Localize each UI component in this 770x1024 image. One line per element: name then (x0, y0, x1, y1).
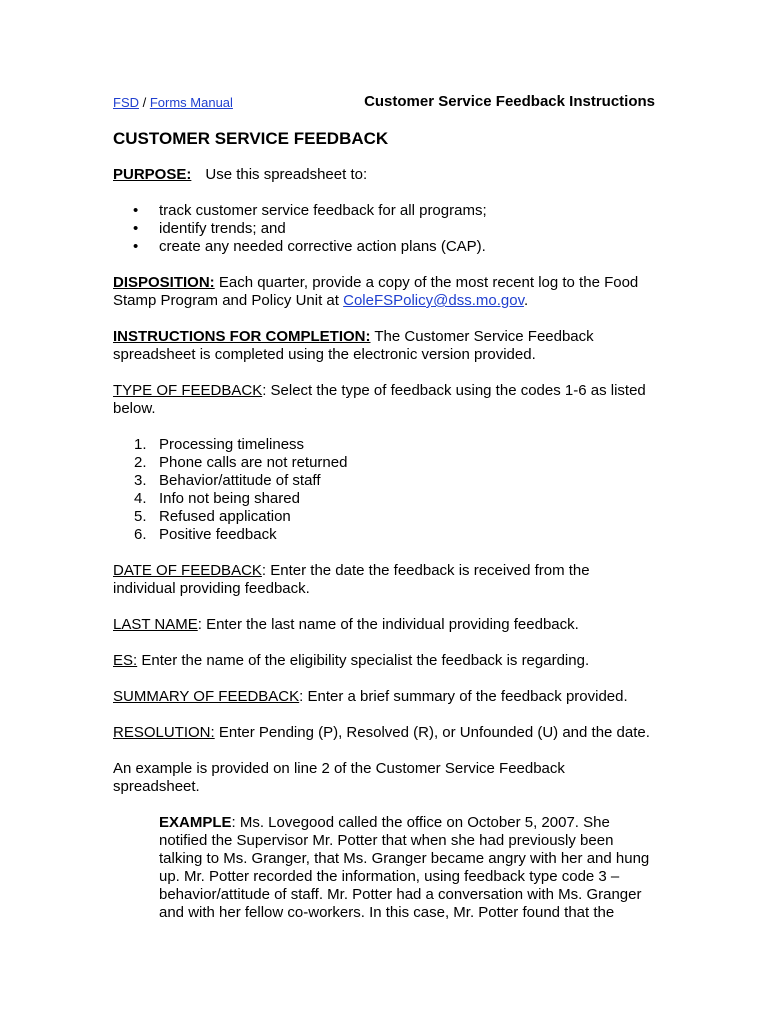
type-of-feedback-text-line2: below. (113, 400, 156, 417)
disposition-label: DISPOSITION: (113, 274, 215, 291)
last-name-label: LAST NAME (113, 616, 198, 633)
example-line4: up. Mr. Potter recorded the information, using feedback type code 3 – (159, 868, 620, 885)
resolution-text: Enter Pending (P), Resolved (R), or Unfounded (U) and the date. (214, 724, 650, 741)
list-item (113, 490, 673, 508)
example-intro-line2: spreadsheet. (113, 778, 200, 795)
list-item: • identify trends; and (113, 220, 673, 238)
list-item: • track customer service feedback for all programs; (113, 202, 673, 220)
list-item (113, 508, 673, 526)
purpose-text: Use this spreadsheet to: (205, 166, 368, 183)
example-intro-line1: An example is provided on line 2 of the Customer Service Feedback (113, 760, 565, 777)
date-of-feedback-text-line1: : Enter the date the feedback is received from the (261, 562, 590, 579)
type-of-feedback-text-line1: : Select the type of feedback using the codes 1-6 as listed (262, 382, 646, 399)
resolution-label: RESOLUTION: (113, 724, 215, 741)
list-item (113, 436, 673, 454)
disposition-paragraph (113, 274, 673, 310)
summary-label: SUMMARY OF FEEDBACK (113, 688, 300, 705)
page-header (113, 92, 673, 114)
list-item-text: Behavior/attitude of staff (159, 472, 321, 489)
purpose-bullet-list (113, 202, 673, 256)
list-item-number: 1. (134, 436, 147, 453)
list-item (113, 526, 673, 544)
list-item-number: 5. (134, 508, 147, 525)
document-title: Customer Service Feedback Instructions (364, 93, 655, 110)
list-item-number: 2. (134, 454, 147, 471)
example-label: EXAMPLE (159, 814, 232, 831)
breadcrumb (113, 95, 233, 111)
instructions-text-line1: The Customer Service Feedback (370, 328, 594, 345)
list-item-number: 6. (134, 526, 147, 543)
example-line3: talking to Ms. Granger, that Ms. Granger became angry with her and hung (159, 850, 650, 867)
page-heading: CUSTOMER SERVICE FEEDBACK (113, 129, 389, 148)
instructions-text-line2: spreadsheet is completed using the electronic version provided. (113, 346, 536, 363)
list-item-number: 4. (134, 490, 147, 507)
example-line5: behavior/attitude of staff. Mr. Potter had a conversation with Ms. Granger (159, 886, 642, 903)
email-link[interactable]: ColeFSPolicy@dss.mo.gov (343, 292, 524, 309)
list-item (113, 454, 673, 472)
document-page (113, 92, 673, 922)
disposition-text-line1: Each quarter, provide a copy of the most recent log to the Food (214, 274, 639, 291)
example-line1: : Ms. Lovegood called the office on October 5, 2007. She (231, 814, 610, 831)
instructions-paragraph (113, 328, 673, 364)
feedback-code-list (113, 436, 673, 544)
purpose-paragraph (113, 166, 673, 184)
date-of-feedback-paragraph (113, 562, 673, 598)
last-name-text: : Enter the last name of the individual providing feedback. (197, 616, 579, 633)
breadcrumb-link-forms-manual[interactable]: Forms Manual (149, 95, 233, 110)
list-item: • create any needed corrective action plans (CAP). (113, 238, 673, 256)
disposition-text-end: . (523, 292, 529, 309)
example-block (159, 814, 673, 922)
es-paragraph (113, 652, 673, 670)
es-text: Enter the name of the eligibility specialist the feedback is regarding. (137, 652, 590, 669)
resolution-paragraph (113, 724, 673, 742)
breadcrumb-link-fsd[interactable]: FSD (113, 95, 139, 110)
list-item-text: Processing timeliness (159, 436, 305, 453)
disposition-text-line2: Stamp Program and Policy Unit at (113, 292, 344, 309)
example-intro-paragraph (113, 760, 673, 796)
list-item-number: 3. (134, 472, 147, 489)
list-item-text: Refused application (159, 508, 291, 525)
date-of-feedback-text-line2: individual providing feedback. (113, 580, 310, 597)
summary-paragraph (113, 688, 673, 706)
date-of-feedback-label: DATE OF FEEDBACK (113, 562, 262, 579)
summary-text: : Enter a brief summary of the feedback provided. (299, 688, 628, 705)
list-item-text: Info not being shared (159, 490, 300, 507)
list-item (113, 472, 673, 490)
example-line6: and with her fellow co-workers. In this case, Mr. Potter found that the (159, 904, 615, 921)
purpose-label: PURPOSE: (113, 166, 192, 183)
last-name-paragraph (113, 616, 673, 634)
type-of-feedback-paragraph (113, 382, 673, 418)
list-item-text: Phone calls are not returned (159, 454, 348, 471)
list-item-text: Positive feedback (159, 526, 277, 543)
instructions-label: INSTRUCTIONS FOR COMPLETION: (113, 328, 371, 345)
type-of-feedback-label: TYPE OF FEEDBACK (113, 382, 263, 399)
breadcrumb-separator: / (139, 95, 150, 110)
es-label: ES: (113, 652, 138, 669)
example-line2: notified the Supervisor Mr. Potter that when she had previously been (159, 832, 614, 849)
